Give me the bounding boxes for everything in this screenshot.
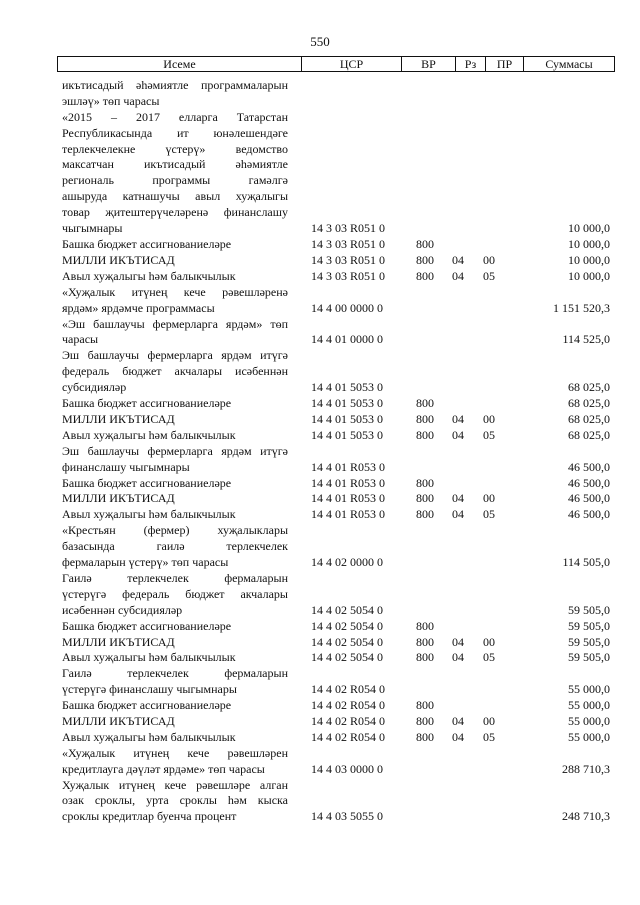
row-pr: 00 xyxy=(483,411,495,426)
table-row xyxy=(0,237,640,253)
row-name-line: базасында гаилә терлекчелек xyxy=(62,539,288,554)
row-name-line: Авыл хуҗалыгы һәм балыкчылык xyxy=(62,268,236,283)
row-csr: 14 4 02 5054 0 xyxy=(311,634,383,649)
row-vr: 800 xyxy=(416,618,434,633)
row-pr: 05 xyxy=(483,427,495,442)
table-row xyxy=(0,444,640,476)
row-name-line: «Крестьян (фермер) хуҗалыклары xyxy=(62,523,288,538)
row-rz: 04 xyxy=(452,427,464,442)
row-name-line: чарасы xyxy=(62,332,99,347)
row-sum: 46 500,0 xyxy=(568,475,610,490)
row-name xyxy=(62,237,288,253)
header-rz: Рз xyxy=(456,57,486,71)
row-csr: 14 4 01 5053 0 xyxy=(311,380,383,395)
row-name-line: Башка бюджет ассигнованиеләре xyxy=(62,698,232,713)
row-name xyxy=(62,476,288,492)
row-name-line: Башка бюджет ассигнованиеләре xyxy=(62,237,232,251)
row-name-line: фермаларын үстерү» төп чарасы xyxy=(62,554,229,569)
row-pr: 00 xyxy=(483,634,495,649)
row-sum: 1 151 520,3 xyxy=(553,300,610,315)
row-name xyxy=(62,730,288,746)
row-name xyxy=(62,698,288,714)
row-sum: 68 025,0 xyxy=(568,380,610,395)
table-row xyxy=(0,635,640,651)
row-csr: 14 4 01 R053 0 xyxy=(311,459,386,474)
table-row xyxy=(0,730,640,746)
row-sum: 114 525,0 xyxy=(562,332,610,347)
row-name xyxy=(62,507,288,523)
row-vr: 800 xyxy=(416,396,434,410)
row-name-line: Авыл хуҗалыгы һәм балыкчылык xyxy=(62,729,236,744)
row-rz: 04 xyxy=(452,729,464,744)
row-name-line: Республикасында ит юнәлешендәге xyxy=(62,125,288,140)
row-name-line: Башка бюджет ассигнованиеләре xyxy=(62,475,232,490)
row-name-line: эшләү» төп чарасы xyxy=(62,93,160,108)
row-pr: 00 xyxy=(483,714,495,728)
table-row xyxy=(0,428,640,444)
row-name-line: федераль бюджет акчалары исәбеннән xyxy=(62,364,288,379)
row-pr: 05 xyxy=(483,650,495,665)
row-rz: 04 xyxy=(452,411,464,426)
row-sum: 10 000,0 xyxy=(568,252,610,267)
row-sum: 10 000,0 xyxy=(568,268,610,283)
row-rz: 04 xyxy=(452,268,464,283)
row-csr: 14 3 03 R051 0 xyxy=(311,221,386,236)
row-name-line: Гаилә терлекчелек фермаларын xyxy=(62,570,288,585)
table-row xyxy=(0,619,640,635)
row-name xyxy=(62,746,288,778)
row-sum: 288 710,3 xyxy=(562,761,610,776)
row-sum: 114 505,0 xyxy=(562,554,610,569)
row-name xyxy=(62,523,288,571)
table-row xyxy=(0,714,640,730)
row-sum: 59 505,0 xyxy=(568,602,610,617)
row-name xyxy=(62,714,288,730)
row-name-line: «Хуҗалык итүнең кече рәвешләрен xyxy=(62,745,288,760)
row-name xyxy=(62,444,288,476)
row-name-line: максатчан икътисадый әһәмиятле xyxy=(62,157,288,172)
row-csr: 14 4 03 5055 0 xyxy=(311,809,383,824)
row-name xyxy=(62,317,288,349)
row-name-line: субсидияләр xyxy=(62,380,127,395)
row-sum: 55 000,0 xyxy=(568,698,610,713)
table-header xyxy=(57,56,615,72)
row-name xyxy=(62,110,288,237)
table-row xyxy=(0,523,640,571)
row-name-line: үстерүгә федераль бюджет акчалары xyxy=(62,586,288,601)
row-sum: 46 500,0 xyxy=(568,507,610,522)
header-sum: Суммасы xyxy=(545,57,593,71)
row-name-line: икътисадый әһәмиятле программаларын xyxy=(62,78,288,92)
row-name-line: МИЛЛИ ИКЪТИСАД xyxy=(62,491,175,506)
row-sum: 68 025,0 xyxy=(568,396,610,410)
row-name xyxy=(62,348,288,396)
table-row xyxy=(0,746,640,778)
row-name-line: озак сроклы, урта сроклы һәм кыска xyxy=(62,793,288,808)
row-vr: 800 xyxy=(416,634,434,649)
row-sum: 59 505,0 xyxy=(568,618,610,633)
row-csr: 14 4 01 5053 0 xyxy=(311,427,383,442)
row-name-line: исәбеннән субсидияләр xyxy=(62,602,183,617)
row-csr: 14 4 00 0000 0 xyxy=(311,300,383,315)
row-sum: 68 025,0 xyxy=(568,411,610,426)
row-name-line: үстерүгә финанслашу чыгымнары xyxy=(62,682,237,697)
table-row xyxy=(0,285,640,317)
row-name-line: Башка бюджет ассигнованиеләре xyxy=(62,396,232,410)
row-name-line: товар җитештерүчеләренә финанслашу xyxy=(62,205,288,220)
row-name xyxy=(62,619,288,635)
row-sum: 10 000,0 xyxy=(568,221,610,236)
row-csr: 14 4 01 0000 0 xyxy=(311,332,383,347)
row-csr: 14 4 02 5054 0 xyxy=(311,618,383,633)
row-pr: 05 xyxy=(483,507,495,522)
row-name-line: кредитлауга дәүләт ярдәме» төп чарасы xyxy=(62,761,265,776)
row-vr: 800 xyxy=(416,252,434,267)
row-csr: 14 4 03 0000 0 xyxy=(311,761,383,776)
row-name-line: МИЛЛИ ИКЪТИСАД xyxy=(62,252,175,267)
row-sum: 55 000,0 xyxy=(568,729,610,744)
row-csr: 14 4 01 5053 0 xyxy=(311,411,383,426)
row-csr: 14 4 01 R053 0 xyxy=(311,507,386,522)
row-name-line: чыгымнары xyxy=(62,221,123,236)
row-csr: 14 4 02 R054 0 xyxy=(311,729,386,744)
table-row xyxy=(0,778,640,826)
row-csr: 14 4 02 5054 0 xyxy=(311,650,383,665)
row-name-line: Хуҗалык итүнең кече рәвешләре алган xyxy=(62,777,288,792)
row-name xyxy=(62,635,288,651)
row-name xyxy=(62,650,288,666)
table-row xyxy=(0,571,640,619)
row-vr: 800 xyxy=(416,729,434,744)
table-row xyxy=(0,396,640,412)
row-sum: 10 000,0 xyxy=(568,237,610,251)
row-name-line: «2015 – 2017 елларга Татарстан xyxy=(62,109,288,124)
row-vr: 800 xyxy=(416,427,434,442)
row-csr: 14 4 01 5053 0 xyxy=(311,396,383,410)
row-csr: 14 4 02 5054 0 xyxy=(311,602,383,617)
table-row xyxy=(0,253,640,269)
row-pr: 00 xyxy=(483,491,495,506)
table-row xyxy=(0,412,640,428)
row-vr: 800 xyxy=(416,475,434,490)
row-rz: 04 xyxy=(452,650,464,665)
row-name-line: Эш башлаучы фермерларга ярдәм итүгә xyxy=(62,348,288,363)
row-sum: 248 710,3 xyxy=(562,809,610,824)
row-vr: 800 xyxy=(416,491,434,506)
row-name-line: Авыл хуҗалыгы һәм балыкчылык xyxy=(62,650,236,665)
row-sum: 55 000,0 xyxy=(568,682,610,697)
row-sum: 46 500,0 xyxy=(568,491,610,506)
table-row xyxy=(0,698,640,714)
table-row xyxy=(0,269,640,285)
row-name xyxy=(62,571,288,619)
table-row xyxy=(0,507,640,523)
row-vr: 800 xyxy=(416,507,434,522)
row-sum: 55 000,0 xyxy=(568,714,610,728)
row-name xyxy=(62,412,288,428)
row-rz: 04 xyxy=(452,491,464,506)
row-name-line: региональ программы гамәлгә xyxy=(62,173,288,188)
row-name-line: сроклы кредитлар буенча процент xyxy=(62,809,237,824)
table-row xyxy=(0,78,640,110)
row-vr: 800 xyxy=(416,268,434,283)
row-name xyxy=(62,396,288,412)
row-pr: 00 xyxy=(483,252,495,267)
row-vr: 800 xyxy=(416,411,434,426)
row-csr: 14 3 03 R051 0 xyxy=(311,268,386,283)
row-sum: 59 505,0 xyxy=(568,650,610,665)
row-name xyxy=(62,491,288,507)
row-rz: 04 xyxy=(452,634,464,649)
row-name-line: МИЛЛИ ИКЪТИСАД xyxy=(62,634,175,649)
row-name xyxy=(62,269,288,285)
header-pr: ПР xyxy=(486,57,524,71)
row-name-line: терлекчелекне үстерү» ведомство xyxy=(62,141,288,156)
header-vr: ВР xyxy=(402,57,456,71)
row-name-line: МИЛЛИ ИКЪТИСАД xyxy=(62,411,175,426)
row-csr: 14 4 01 R053 0 xyxy=(311,491,386,506)
row-sum: 59 505,0 xyxy=(568,634,610,649)
row-pr: 05 xyxy=(483,268,495,283)
row-rz: 04 xyxy=(452,714,464,728)
page-number: 550 xyxy=(310,34,330,49)
row-rz: 04 xyxy=(452,252,464,267)
table-row xyxy=(0,666,640,698)
row-csr: 14 4 02 0000 0 xyxy=(311,554,383,569)
row-name-line: ярдәм» ярдәмче программасы xyxy=(62,300,215,315)
row-vr: 800 xyxy=(416,714,434,728)
row-name-line: Авыл хуҗалыгы һәм балыкчылык xyxy=(62,427,236,442)
row-name-line: Гаилә терлекчелек фермаларын xyxy=(62,666,288,681)
row-pr: 05 xyxy=(483,729,495,744)
row-name-line: Башка бюджет ассигнованиеләре xyxy=(62,618,232,633)
row-csr: 14 3 03 R051 0 xyxy=(311,252,386,267)
row-sum: 68 025,0 xyxy=(568,427,610,442)
row-vr: 800 xyxy=(416,237,434,251)
row-csr: 14 4 02 R054 0 xyxy=(311,714,386,728)
row-name-line: Эш башлаучы фермерларга ярдәм итүгә xyxy=(62,443,288,458)
row-name xyxy=(62,428,288,444)
table-row xyxy=(0,491,640,507)
row-name xyxy=(62,778,288,826)
table-row xyxy=(0,348,640,396)
row-name-line: финанслашу чыгымнары xyxy=(62,459,190,474)
table-row xyxy=(0,650,640,666)
header-name: Исеме xyxy=(58,57,302,71)
row-name-line: Авыл хуҗалыгы һәм балыкчылык xyxy=(62,507,236,522)
row-name-line: «Эш башлаучы фермерларга ярдәм» төп xyxy=(62,316,288,331)
table-row xyxy=(0,476,640,492)
row-vr: 800 xyxy=(416,650,434,665)
row-name xyxy=(62,78,288,110)
row-csr: 14 4 02 R054 0 xyxy=(311,698,386,713)
row-csr: 14 4 01 R053 0 xyxy=(311,475,386,490)
row-name xyxy=(62,666,288,698)
row-rz: 04 xyxy=(452,507,464,522)
row-csr: 14 4 02 R054 0 xyxy=(311,682,386,697)
row-name-line: МИЛЛИ ИКЪТИСАД xyxy=(62,714,175,728)
header-csr: ЦСР xyxy=(302,57,402,71)
row-name-line: ашыруда катнашучы авыл хуҗалыгы xyxy=(62,189,288,204)
row-name xyxy=(62,285,288,317)
row-vr: 800 xyxy=(416,698,434,713)
table-row xyxy=(0,110,640,237)
row-csr: 14 3 03 R051 0 xyxy=(311,237,386,251)
row-name-line: «Хуҗалык итүнең кече рәвешләренә xyxy=(62,284,288,299)
table-row xyxy=(0,317,640,349)
row-sum: 46 500,0 xyxy=(568,459,610,474)
row-name xyxy=(62,253,288,269)
